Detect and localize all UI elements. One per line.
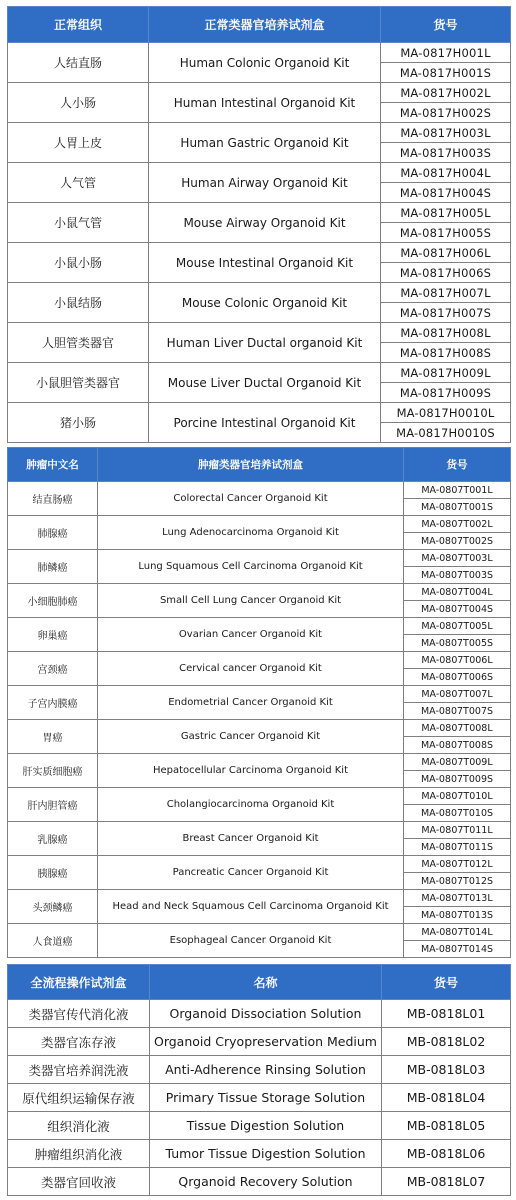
reagent-cn-name: 组织消化液	[8, 1112, 150, 1140]
kit-name: Colorectal Cancer Organoid Kit	[98, 482, 404, 516]
kit-name: Endometrial Cancer Organoid Kit	[98, 686, 404, 720]
tissue-name: 人结直肠	[8, 43, 149, 83]
catalog-number-large: MA-0807T009L	[404, 754, 511, 771]
col-header-name: 名称	[150, 965, 382, 1000]
table-row	[8, 363, 511, 383]
reagent-cn-name: 肿瘤组织消化液	[8, 1140, 150, 1168]
kit-name: Human Liver Ductal organoid Kit	[149, 323, 381, 363]
tumor-name: 乳腺癌	[8, 822, 98, 856]
table-row	[8, 754, 511, 771]
catalog-number-large: MA-0817H002L	[381, 83, 511, 103]
col-header-tumor-name: 肿瘤中文名	[8, 448, 98, 482]
tumor-name: 子宫内膜癌	[8, 686, 98, 720]
kit-name: Cholangiocarcinoma Organoid Kit	[98, 788, 404, 822]
reagent-en-name: Anti-Adherence Rinsing Solution	[150, 1056, 382, 1084]
catalog-number-large: MA-0807T005L	[404, 618, 511, 635]
table-row	[8, 890, 511, 907]
catalog-number-small: MA-0817H008S	[381, 343, 511, 363]
tumor-name: 宫颈癌	[8, 652, 98, 686]
catalog-number-small: MA-0807T011S	[404, 839, 511, 856]
catalog-number-small: MA-0807T008S	[404, 737, 511, 754]
table-row	[8, 1000, 511, 1028]
kit-name: Human Gastric Organoid Kit	[149, 123, 381, 163]
kit-name: Esophageal Cancer Organoid Kit	[98, 924, 404, 958]
catalog-number-small: MA-0807T002S	[404, 533, 511, 550]
table-header-row	[8, 965, 511, 1000]
kit-name: Human Intestinal Organoid Kit	[149, 83, 381, 123]
table-row	[8, 43, 511, 63]
table-row	[8, 1168, 511, 1196]
catalog-number-large: MA-0817H007L	[381, 283, 511, 303]
catalog-number-large: MA-0817H005L	[381, 203, 511, 223]
catalog-number: MB-0818L03	[382, 1056, 511, 1084]
reagent-cn-name: 类器官回收液	[8, 1168, 150, 1196]
reagent-en-name: Qrganoid Recovery Solution	[150, 1168, 382, 1196]
table-row	[8, 83, 511, 103]
tumor-name: 肝内胆管癌	[8, 788, 98, 822]
catalog-number-small: MA-0817H002S	[381, 103, 511, 123]
table-row	[8, 856, 511, 873]
catalog-number-small: MA-0807T009S	[404, 771, 511, 788]
tumor-name: 人食道癌	[8, 924, 98, 958]
col-header-code: 货号	[381, 7, 511, 43]
catalog-number-small: MA-0807T004S	[404, 601, 511, 618]
col-header-code: 货号	[404, 448, 511, 482]
catalog-number: MB-0818L06	[382, 1140, 511, 1168]
table-row	[8, 516, 511, 533]
tissue-name: 人小肠	[8, 83, 149, 123]
col-header-reagent: 全流程操作试剂盒	[8, 965, 150, 1000]
catalog-number-large: MA-0817H004L	[381, 163, 511, 183]
catalog-number-large: MA-0807T002L	[404, 516, 511, 533]
catalog-number-small: MA-0807T010S	[404, 805, 511, 822]
catalog-number-small: MA-0807T005S	[404, 635, 511, 652]
catalog-number-small: MA-0817H0010S	[381, 423, 511, 443]
catalog-number-large: MA-0817H009L	[381, 363, 511, 383]
table-row	[8, 482, 511, 499]
catalog-number-large: MA-0807T001L	[404, 482, 511, 499]
tissue-name: 小鼠胆管类器官	[8, 363, 149, 403]
table-row	[8, 822, 511, 839]
table-header-row	[8, 7, 511, 43]
catalog-number-large: MA-0807T007L	[404, 686, 511, 703]
kit-name: Cervical cancer Organoid Kit	[98, 652, 404, 686]
tumor-name: 肝实质细胞癌	[8, 754, 98, 788]
catalog-number-large: MA-0807T010L	[404, 788, 511, 805]
reagent-cn-name: 原代组织运输保存液	[8, 1084, 150, 1112]
catalog-number: MB-0818L02	[382, 1028, 511, 1056]
tumor-name: 肺腺癌	[8, 516, 98, 550]
catalog-number-small: MA-0807T013S	[404, 907, 511, 924]
col-header-code: 货号	[382, 965, 511, 1000]
catalog-number-large: MA-0817H0010L	[381, 403, 511, 423]
table-row	[8, 550, 511, 567]
tumor-name: 胰腺癌	[8, 856, 98, 890]
table-row	[8, 323, 511, 343]
tumor-kit-table	[7, 447, 511, 958]
catalog-number-large: MA-0817H006L	[381, 243, 511, 263]
catalog-number-small: MA-0807T007S	[404, 703, 511, 720]
table-row	[8, 1056, 511, 1084]
reagent-en-name: Organoid Dissociation Solution	[150, 1000, 382, 1028]
kit-name: Mouse Liver Ductal Organoid Kit	[149, 363, 381, 403]
catalog-number-small: MA-0817H003S	[381, 143, 511, 163]
kit-name: Mouse Intestinal Organoid Kit	[149, 243, 381, 283]
tumor-name: 小细胞肺癌	[8, 584, 98, 618]
table-row	[8, 788, 511, 805]
table-row	[8, 924, 511, 941]
col-header-kit: 肿瘤类器官培养试剂盒	[98, 448, 404, 482]
catalog-number-large: MA-0807T012L	[404, 856, 511, 873]
kit-name: Head and Neck Squamous Cell Carcinoma Organoid Kit	[98, 890, 404, 924]
catalog-number: MB-0818L05	[382, 1112, 511, 1140]
col-header-tissue: 正常组织	[8, 7, 149, 43]
kit-name: Pancreatic Cancer Organoid Kit	[98, 856, 404, 890]
reagent-cn-name: 类器官冻存液	[8, 1028, 150, 1056]
catalog-number-small: MA-0817H004S	[381, 183, 511, 203]
tumor-name: 头颈鳞癌	[8, 890, 98, 924]
catalog-number-large: MA-0817H003L	[381, 123, 511, 143]
kit-name: Mouse Colonic Organoid Kit	[149, 283, 381, 323]
reagent-cn-name: 类器官传代消化液	[8, 1000, 150, 1028]
table-row	[8, 652, 511, 669]
tumor-name: 胃癌	[8, 720, 98, 754]
table-row	[8, 203, 511, 223]
catalog-number-large: MA-0807T008L	[404, 720, 511, 737]
catalog-number-large: MA-0817H008L	[381, 323, 511, 343]
table-row	[8, 584, 511, 601]
kit-name: Porcine Intestinal Organoid Kit	[149, 403, 381, 443]
catalog-number-large: MA-0807T014L	[404, 924, 511, 941]
catalog-number: MB-0818L01	[382, 1000, 511, 1028]
workflow-reagent-table	[7, 964, 511, 1196]
catalog-number-large: MA-0807T013L	[404, 890, 511, 907]
catalog-number-large: MA-0807T003L	[404, 550, 511, 567]
tissue-name: 小鼠气管	[8, 203, 149, 243]
catalog-number-small: MA-0817H005S	[381, 223, 511, 243]
table-row	[8, 1028, 511, 1056]
catalog-number-small: MA-0817H007S	[381, 303, 511, 323]
reagent-en-name: Tissue Digestion Solution	[150, 1112, 382, 1140]
table-row	[8, 163, 511, 183]
table-row	[8, 403, 511, 423]
tissue-name: 猪小肠	[8, 403, 149, 443]
table-row	[8, 283, 511, 303]
reagent-cn-name: 类器官培养润洗液	[8, 1056, 150, 1084]
reagent-en-name: Tumor Tissue Digestion Solution	[150, 1140, 382, 1168]
col-header-kit: 正常类器官培养试剂盒	[149, 7, 381, 43]
tumor-name: 结直肠癌	[8, 482, 98, 516]
kit-name: Lung Squamous Cell Carcinoma Organoid Kit	[98, 550, 404, 584]
table-row	[8, 1112, 511, 1140]
table-row	[8, 1084, 511, 1112]
catalog-number: MB-0818L07	[382, 1168, 511, 1196]
table-row	[8, 720, 511, 737]
tissue-name: 小鼠小肠	[8, 243, 149, 283]
reagent-en-name: Primary Tissue Storage Solution	[150, 1084, 382, 1112]
tissue-name: 人气管	[8, 163, 149, 203]
tissue-name: 人胃上皮	[8, 123, 149, 163]
table-row	[8, 686, 511, 703]
reagent-en-name: Organoid Cryopreservation Medium	[150, 1028, 382, 1056]
tissue-name: 人胆管类器官	[8, 323, 149, 363]
catalog-number-small: MA-0807T012S	[404, 873, 511, 890]
catalog-number-small: MA-0817H006S	[381, 263, 511, 283]
table-row	[8, 243, 511, 263]
kit-name: Breast Cancer Organoid Kit	[98, 822, 404, 856]
kit-name: Mouse Airway Organoid Kit	[149, 203, 381, 243]
normal-tissue-kit-table	[7, 6, 511, 443]
kit-name: Small Cell Lung Cancer Organoid Kit	[98, 584, 404, 618]
catalog-number-large: MA-0807T006L	[404, 652, 511, 669]
kit-name: Ovarian Cancer Organoid Kit	[98, 618, 404, 652]
tumor-name: 卵巢癌	[8, 618, 98, 652]
kit-name: Human Colonic Organoid Kit	[149, 43, 381, 83]
catalog-number: MB-0818L04	[382, 1084, 511, 1112]
catalog-number-small: MA-0807T001S	[404, 499, 511, 516]
kit-name: Human Airway Organoid Kit	[149, 163, 381, 203]
table-row	[8, 618, 511, 635]
kit-name: Gastric Cancer Organoid Kit	[98, 720, 404, 754]
catalog-number-small: MA-0807T014S	[404, 941, 511, 958]
table-row	[8, 123, 511, 143]
kit-name: Lung Adenocarcinoma Organoid Kit	[98, 516, 404, 550]
table-header-row	[8, 448, 511, 482]
catalog-number-large: MA-0807T004L	[404, 584, 511, 601]
tissue-name: 小鼠结肠	[8, 283, 149, 323]
catalog-number-large: MA-0807T011L	[404, 822, 511, 839]
catalog-number-small: MA-0817H009S	[381, 383, 511, 403]
table-row	[8, 1140, 511, 1168]
catalog-number-large: MA-0817H001L	[381, 43, 511, 63]
kit-name: Hepatocellular Carcinoma Organoid Kit	[98, 754, 404, 788]
catalog-number-small: MA-0807T003S	[404, 567, 511, 584]
catalog-number-small: MA-0807T006S	[404, 669, 511, 686]
tumor-name: 肺鳞癌	[8, 550, 98, 584]
catalog-number-small: MA-0817H001S	[381, 63, 511, 83]
